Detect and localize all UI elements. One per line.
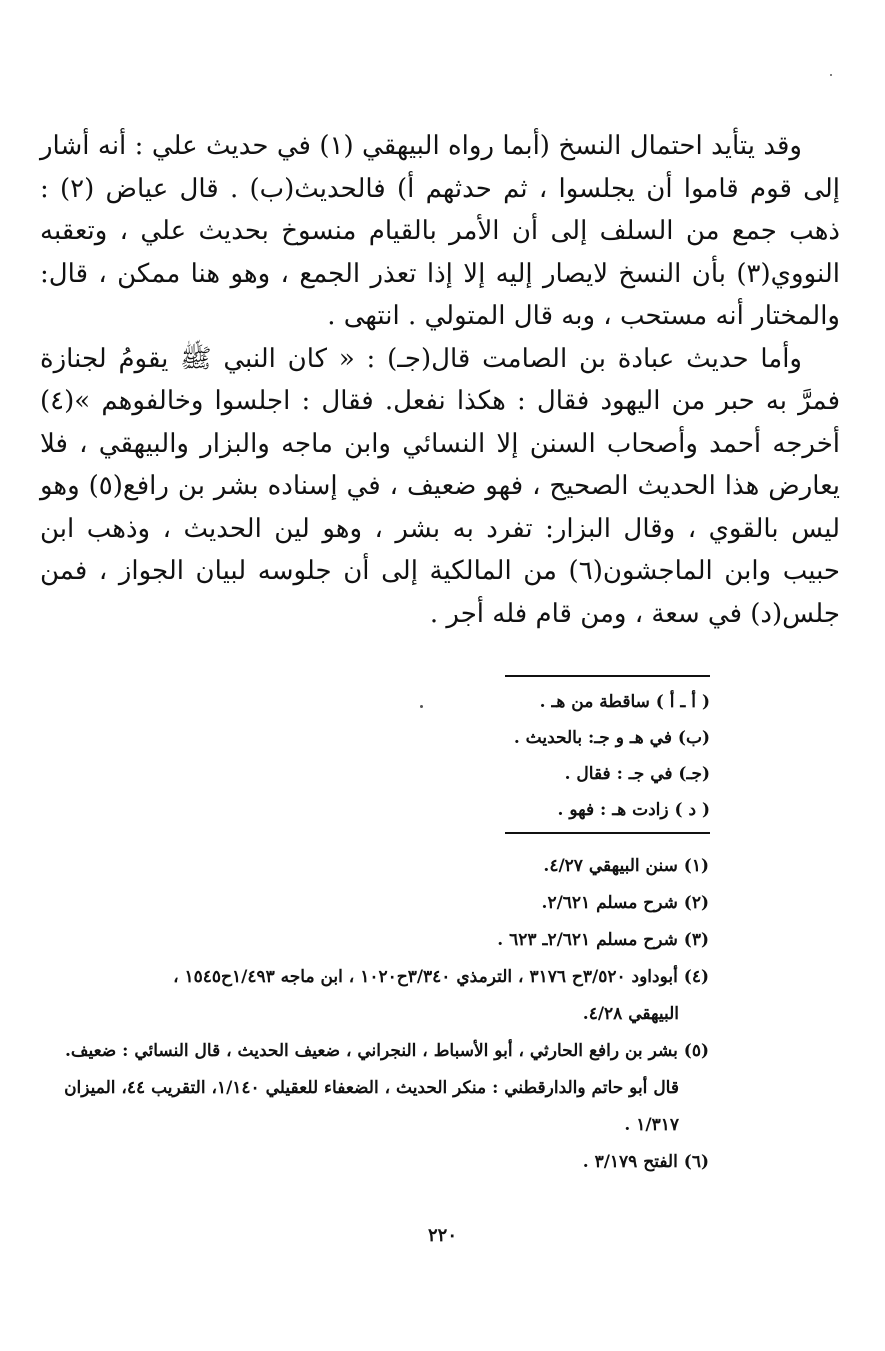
variant-notes-separator (505, 675, 710, 677)
footnote: ( أ ـ أ ) ساقطة من هـ . (539, 692, 710, 712)
footnote: (٢) شرح مسلم ٢/٦٢١. (541, 893, 709, 913)
footnote: (١) سنن البيهقي ٤/٢٧. (543, 856, 709, 876)
footnote: (٤) أبوداود ٣/٥٢٠ح ٣١٧٦ ، الترمذي ٣/٣٤٠ح١٠٢٠ ، ابن ماجه ١/٤٩٣ح١٥٤٥ ، (173, 967, 709, 987)
scan-speck (830, 74, 832, 76)
paragraph: وأما حديث عبادة بن الصامت قال(جـ) : « كان النبي ﷺ يقومُ لجنازة فمرَّ به حبر من اليهود فقال : هكذا نفعل. فقال : اجلسوا وخالفوهم »(٤) أخرجه أحمد وأصحاب السنن إلا النسائي وابن ماجه والبزار والبيهقي ، فلا يعارض هذا الحديث الصحيح ، فهو ضعيف ، في إسناده بشر بن رافع(٥) وهو ليس بالقوي ، وقال البزار: تفرد به بشر ، وهو لين الحديث ، وذهب ابن حبيب وابن الماجشون(٦) من المالكية إلى أن جلوسه لبيان الجواز ، فمن جلس(د) في سعة ، ومن قام فله أجر . (40, 343, 841, 629)
page-number: ٢٢٠ (427, 1225, 457, 1246)
variant-notes (290, 684, 710, 828)
reference-notes-separator (505, 832, 710, 834)
footnote-continuation: قال أبو حاتم والدارقطني : منكر الحديث ، الضعفاء للعقيلي ١/١٤٠، التقريب ٤٤، الميزان (64, 1078, 679, 1098)
paragraph: وقد يتأيد احتمال النسخ (أبما رواه البيهقي (١) في حديث علي : أنه أشار إلى قوم قاموا أن يجلسوا ، ثم حدثهم أ) فالحديث(ب) . قال عياض (٢) : ذهب جمع من السلف إلى أن الأمر بالقيام منسوخ بحديث علي ، وتعقبه النووي(٣) بأن النسخ لايصار إليه إلا إذا تعذر الجمع ، وهو هنا ممكن ، قال: والمختار أنه مستحب ، وبه قال المتولي . انتهى . (40, 131, 840, 331)
footnote-continuation: ١/٣١٧ . (624, 1115, 679, 1135)
footnote: (ب) في هـ و جـ: بالحديث . (513, 728, 710, 748)
main-body-text (40, 125, 840, 635)
footnote: (٦) الفتح ٣/١٧٩ . (582, 1152, 709, 1172)
footnote: (٥) بشر بن رافع الحارثي ، أبو الأسباط ، النجراني ، ضعيف الحديث ، قال النسائي : ضعيف. (64, 1041, 709, 1061)
footnote: (جـ) في جـ : فقال . (564, 764, 710, 784)
footnote-continuation: البيهقي ٤/٢٨. (582, 1004, 679, 1024)
reference-notes (49, 848, 709, 1181)
footnote: ( د ) زادت هـ : فهو . (557, 800, 710, 820)
footnote: (٣) شرح مسلم ٢/٦٢١ـ ٦٢٣ . (497, 930, 709, 950)
